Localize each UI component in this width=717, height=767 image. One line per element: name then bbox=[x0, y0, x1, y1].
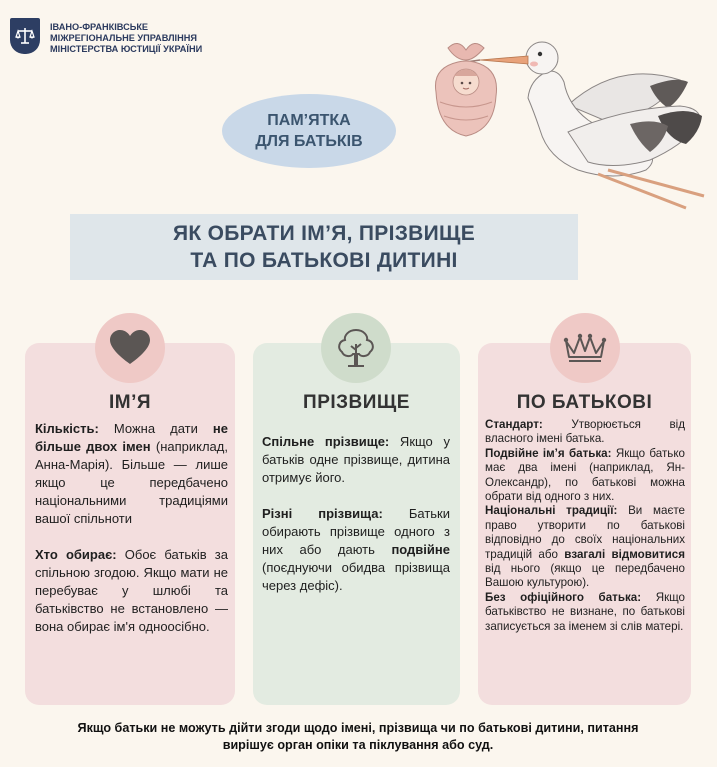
memo-line: ДЛЯ БАТЬКІВ bbox=[255, 133, 363, 150]
stork-with-baby-illustration bbox=[418, 20, 717, 230]
different-surnames-paragraph bbox=[262, 505, 450, 595]
title-line: ТА ПО БАТЬКОВІ ДИТИНІ bbox=[190, 249, 458, 272]
who-chooses-paragraph bbox=[35, 546, 228, 636]
ministry-header bbox=[10, 18, 202, 55]
footer-line: вирішує орган опіки та піклування або суд. bbox=[222, 738, 494, 752]
crown-icon bbox=[550, 313, 620, 383]
org-line: МІЖРЕГІОНАЛЬНЕ УПРАВЛІННЯ bbox=[50, 33, 197, 43]
paragraph-text: Утворюється від власного імені батька. bbox=[485, 418, 685, 446]
paragraph-label: Хто обирає: bbox=[35, 547, 117, 562]
patronymic-card-body bbox=[485, 418, 685, 634]
emphasis-text: взагалі відмовитися bbox=[564, 547, 685, 561]
surname-card-body bbox=[262, 433, 450, 595]
surname-card-title: ПРІЗВИЩЕ bbox=[303, 392, 410, 413]
paragraph-label: Без офіційного батька: bbox=[485, 590, 642, 604]
memo-badge bbox=[222, 94, 396, 168]
footer-line: Якщо батьки не можуть дійти згоди щодо імені, прізвища чи по батькові дитини, питання bbox=[77, 721, 639, 735]
paragraph-label: Різні прізвища: bbox=[262, 506, 383, 521]
emphasis-text: подвійне bbox=[391, 542, 450, 557]
paragraph-text: Ви маєте право утворити по батькові відповідно до своїх національних традицій або bbox=[485, 504, 685, 561]
name-card-body bbox=[35, 420, 228, 636]
footer-note bbox=[28, 720, 688, 754]
page-title bbox=[70, 214, 578, 280]
paragraph-text: Обоє батьків за спільною згодою. Якщо мати не перебуває у шлюбі та батьківство не встановлено — вона обирає ім'я одноосібно. bbox=[35, 547, 228, 634]
paragraph-label: Спільне прізвище: bbox=[262, 434, 390, 449]
organization-name bbox=[50, 22, 202, 55]
org-line: ІВАНО-ФРАНКІВСЬКЕ bbox=[50, 22, 149, 32]
double-name-paragraph bbox=[485, 447, 685, 505]
quantity-paragraph bbox=[35, 420, 228, 528]
paragraph-text: Якщо у батьків одне прізвище, дитина отримує його. bbox=[262, 434, 450, 485]
paragraph-label: Стандарт: bbox=[485, 418, 543, 431]
paragraph-label: Національні традиції: bbox=[485, 504, 618, 518]
no-official-father-paragraph bbox=[485, 591, 685, 634]
paragraph-text: (поєднуючи обидва прізвища через дефіс). bbox=[262, 560, 450, 593]
common-surname-paragraph bbox=[262, 433, 450, 487]
name-card-title: ІМ’Я bbox=[108, 392, 152, 413]
national-traditions-paragraph bbox=[485, 504, 685, 590]
emphasis-text: не більше двох імен bbox=[35, 421, 228, 454]
paragraph-label: Подвійне ім’я батька: bbox=[485, 446, 612, 460]
org-line: МІНІСТЕРСТВА ЮСТИЦІЇ УКРАЇНИ bbox=[50, 44, 203, 54]
standard-paragraph bbox=[485, 418, 685, 447]
paragraph-text: Якщо батько має два імені (наприклад, Ян-Олександр), по батькові можна обрати від одного з них. bbox=[485, 446, 685, 504]
title-line: ЯК ОБРАТИ ІМ’Я, ПРІЗВИЩЕ bbox=[172, 222, 476, 245]
paragraph-text: Можна дати bbox=[98, 421, 213, 436]
paragraph-text: Якщо батьківство не визнане, по батькові записується за іменем зі слів матері. bbox=[485, 590, 685, 633]
scales-emblem-icon bbox=[10, 18, 40, 54]
paragraph-text: від нього (якщо це передбачено Вашою культурою). bbox=[485, 562, 685, 590]
memo-line: ПАМ’ЯТКА bbox=[267, 112, 351, 129]
tree-icon bbox=[321, 313, 391, 383]
paragraph-text: (наприклад, Анна-Марія). Більше — лише якщо це передбачено національними традиціями вашої спільноти bbox=[35, 439, 228, 526]
patronymic-card-title: ПО БАТЬКОВІ bbox=[516, 392, 653, 413]
paragraph-label: Кількість: bbox=[35, 421, 99, 436]
paragraph-text: Батьки обирають прізвище одного з них або дають bbox=[262, 506, 450, 557]
heart-icon bbox=[95, 313, 165, 383]
